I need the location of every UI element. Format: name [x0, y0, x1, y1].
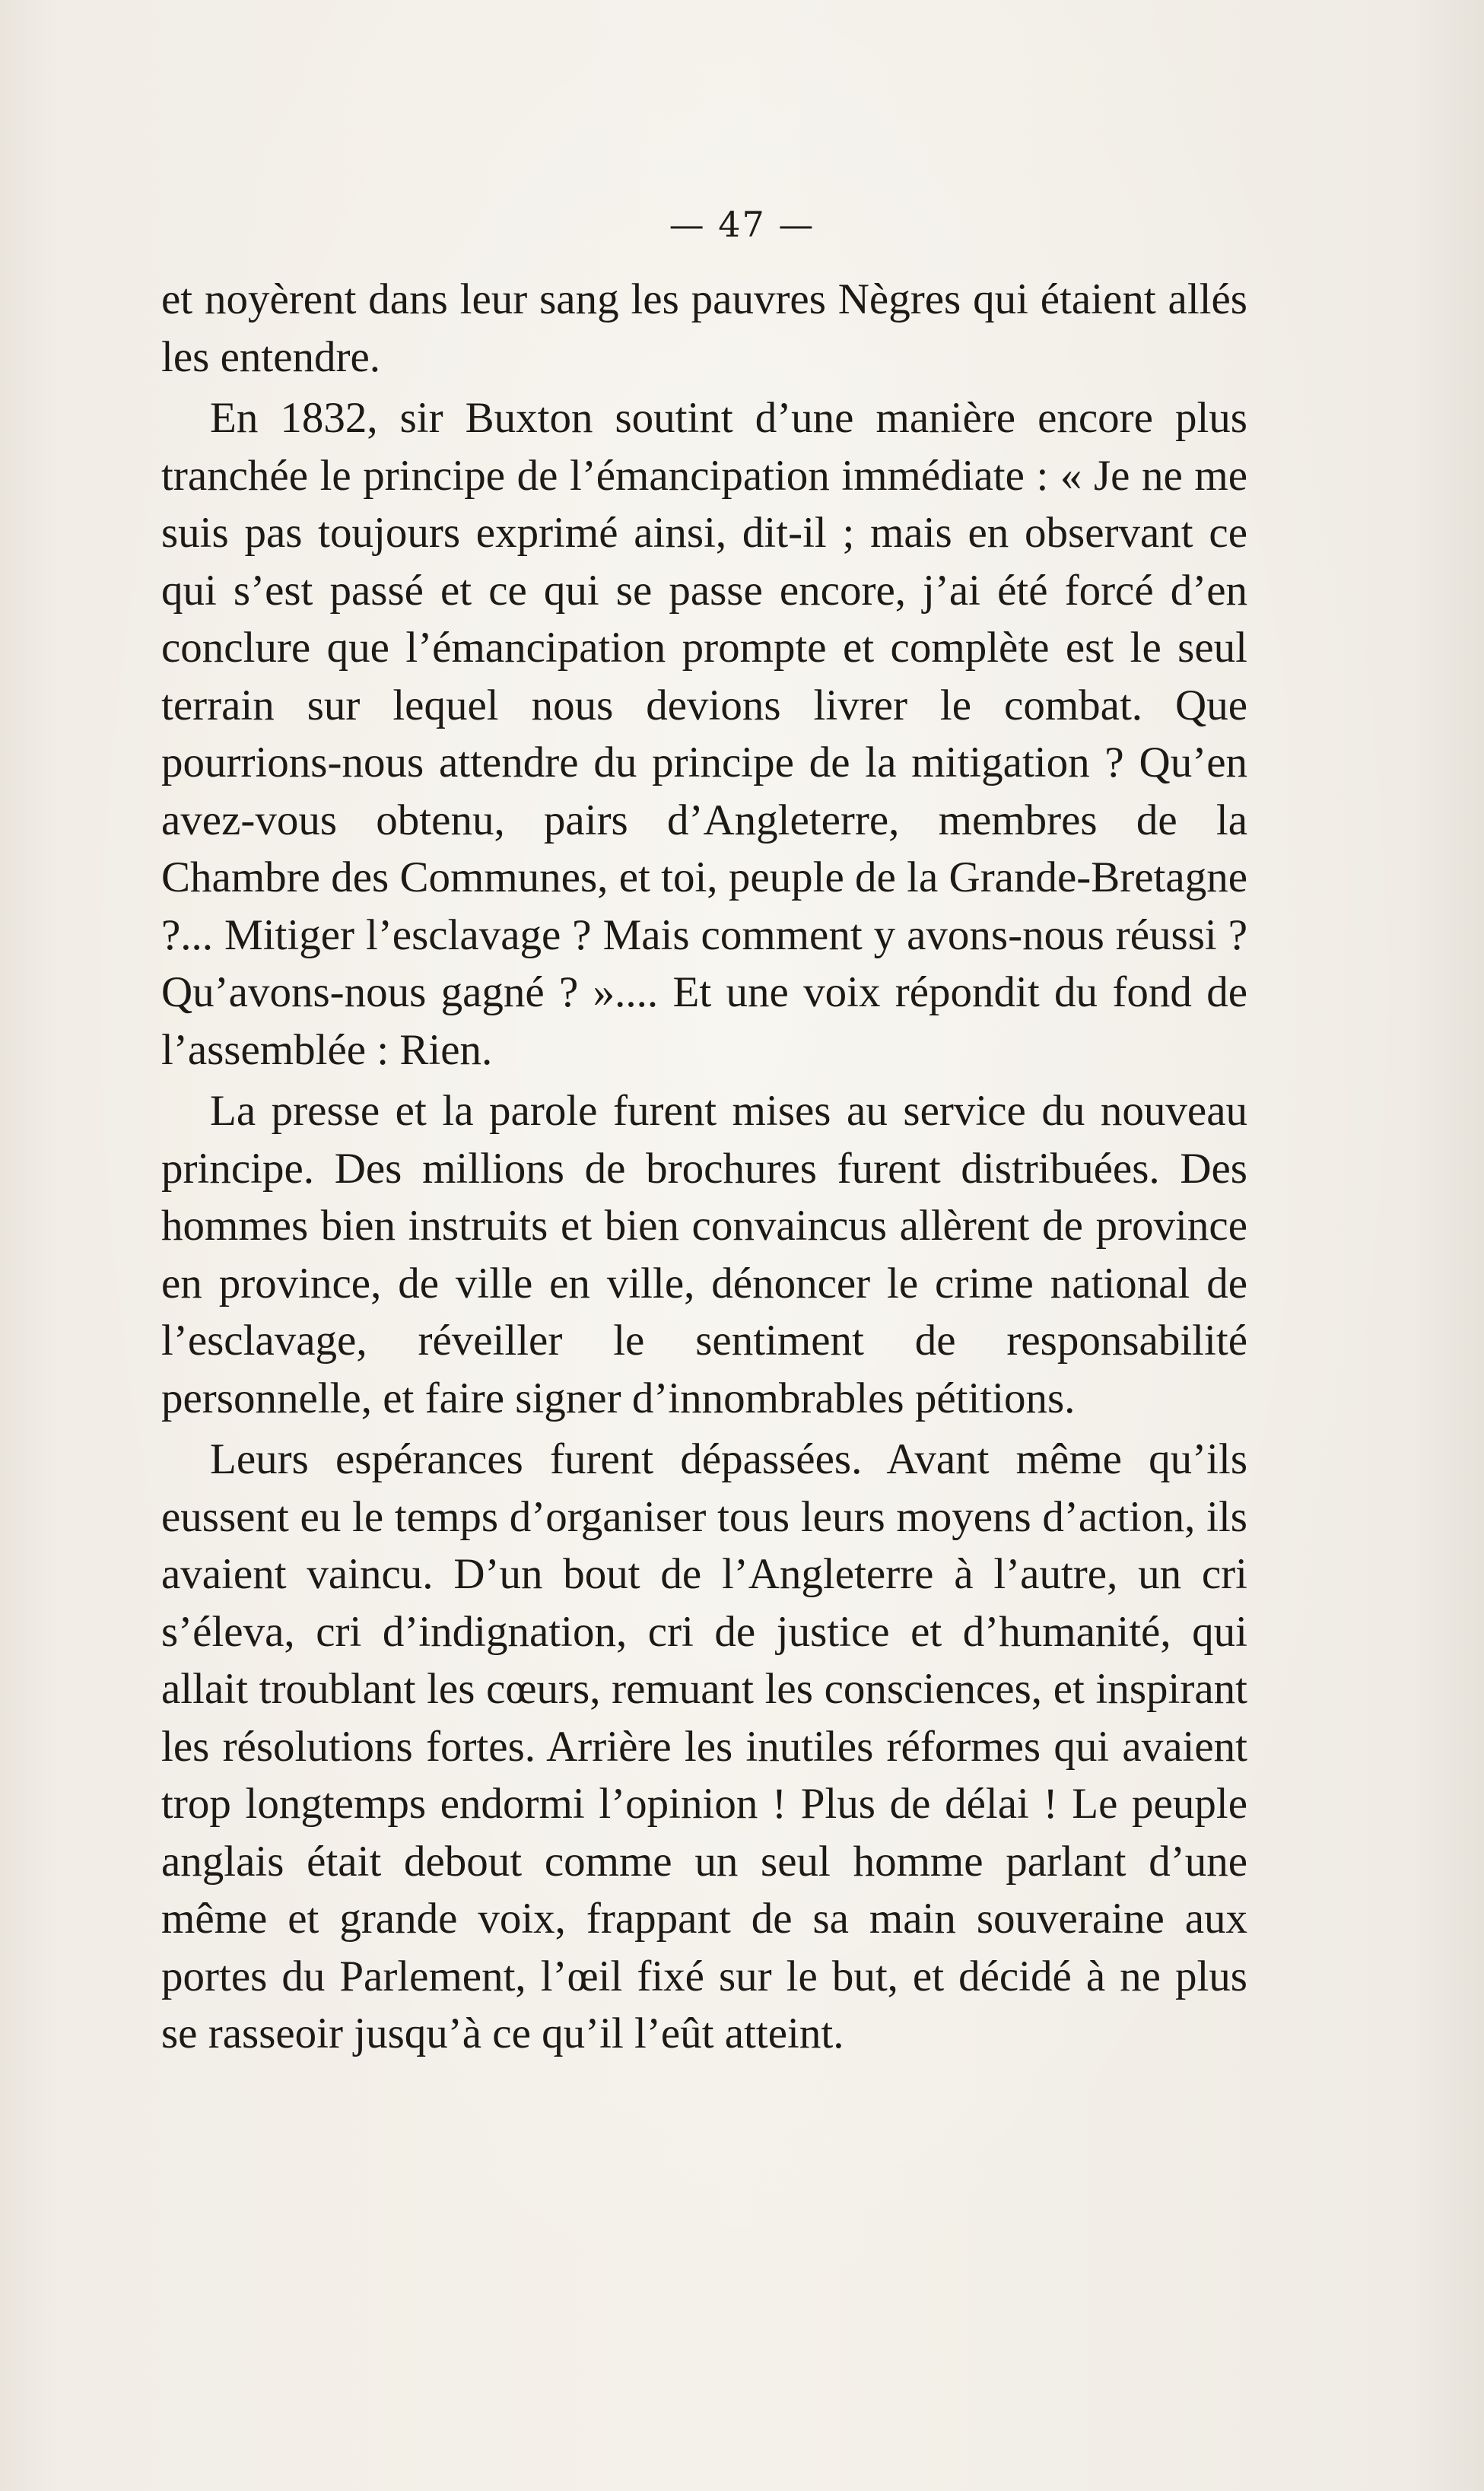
page-number: — 47 — — [669, 204, 815, 245]
body-text — [161, 271, 1247, 2067]
paragraph-4: Leurs espérances furent dépassées. Avant même qu’ils eussent eu le temps d’organiser tous leurs moyens d’action, ils avaient vaincu. D’un bout de l’Angleterre à l’autre, un cri s’éleva, cri d’indignation, cri de justice et d’humanité, qui allait troublant les cœurs, remuant les consciences, et inspirant les résolutions fortes. Arrière les inutiles réformes qui avaient trop longtemps endormi l’opinion ! Plus de délai ! Le peuple anglais était debout comme un seul homme parlant d’une même et grande voix, frappant de sa main souveraine aux portes du Parlement, l’œil fixé sur le but, et décidé à ne plus se rasseoir jusqu’à ce qu’il l’eût atteint. — [161, 1435, 1247, 2057]
paragraph-3: La presse et la parole furent mises au service du nouveau principe. Des millions de brochures furent distribuées. Des hommes bien instruits et bien convaincus allèrent de province en province, de ville en ville, dénoncer le crime national de l’esclavage, réveiller le sentiment de responsabilité personnelle, et faire signer d’innombrables pétitions. — [161, 1087, 1247, 1422]
paragraph-2: En 1832, sir Buxton soutint d’une manière encore plus tranchée le principe de l’émancipation immédiate : « Je ne me suis pas toujours exprimé ainsi, dit-il ; mais en observant ce qui s’est passé et ce qui se passe encore, j’ai été forcé d’en conclure que l’émancipation prompte et complète est le seul terrain sur lequel nous devions livrer le combat. Que pourrions-nous attendre du principe de la mitigation ? Qu’en avez-vous obtenu, pairs d’Angleterre, membres de la Chambre des Communes, et toi, peuple de la Grande-Bretagne ?... Mitiger l’esclavage ? Mais comment y avons-nous réussi ? Qu’avons-nous gagné ? ».... Et une voix répondit du fond de l’assemblée : Rien. — [161, 394, 1247, 1074]
paragraph-1: et noyèrent dans leur sang les pauvres Nègres qui étaient allés les entendre. — [161, 275, 1247, 381]
